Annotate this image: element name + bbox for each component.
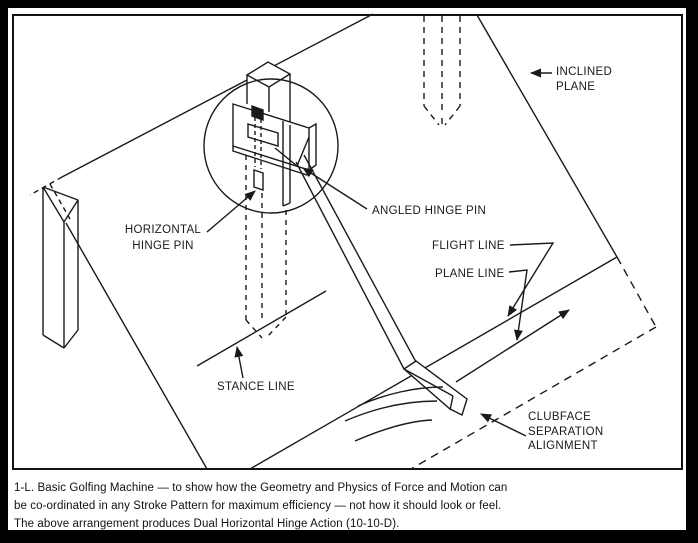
label-angled-hinge-pin: ANGLED HINGE PIN <box>372 205 487 217</box>
stance-line-drawing <box>197 291 326 366</box>
label-plane-line: PLANE LINE <box>435 268 505 280</box>
label-flight-line: FLIGHT LINE <box>432 240 505 252</box>
figure-caption <box>14 479 678 533</box>
caption-line1: 1-L. Basic Golfing Machine — to show how the Geometry and Physics of Force and Motion can <box>14 482 508 494</box>
plane-line-arrow <box>456 310 569 382</box>
stance-line-leader <box>237 347 243 378</box>
label-horizontal-hinge-pin <box>118 222 208 254</box>
caption-line2: be co-ordinated in any Stroke Pattern for maximum efficiency — not how it should look or feel. <box>14 500 502 512</box>
flight-line-leader <box>508 243 553 316</box>
label-clubface-line2: SEPARATION <box>528 425 604 438</box>
label-stance-line: STANCE LINE <box>217 381 295 393</box>
horizontal-hinge-pin-leader <box>207 191 255 232</box>
label-horizontal-hinge-pin-line1: HORIZONTAL <box>124 224 202 236</box>
hidden-post-top <box>424 16 460 128</box>
hidden-post-bottom <box>246 155 286 338</box>
hinge-plate <box>233 104 316 206</box>
plane-line-leader <box>509 270 527 340</box>
label-clubface-line1: CLUBFACE <box>528 411 592 423</box>
support-leg <box>43 187 78 348</box>
swoosh-arcs <box>345 387 443 441</box>
club-shaft <box>296 155 416 369</box>
clubhead <box>404 361 467 415</box>
angled-hinge-pin-leader <box>303 168 367 209</box>
label-horizontal-hinge-pin-line2: HINGE PIN <box>132 240 194 252</box>
caption-line3: The above arrangement produces Dual Horizontal Hinge Action (10-10-D). <box>14 518 400 530</box>
label-clubface-line3: ALIGNMENT <box>528 440 598 452</box>
label-inclined-plane-line1: INCLINED <box>556 66 613 78</box>
label-inclined-plane-line2: PLANE <box>556 81 596 93</box>
horizontal-hinge-pin-drawing <box>254 170 263 190</box>
label-inclined-plane <box>556 65 612 95</box>
clubface-leader <box>481 414 526 436</box>
label-clubface-separation <box>528 410 603 454</box>
